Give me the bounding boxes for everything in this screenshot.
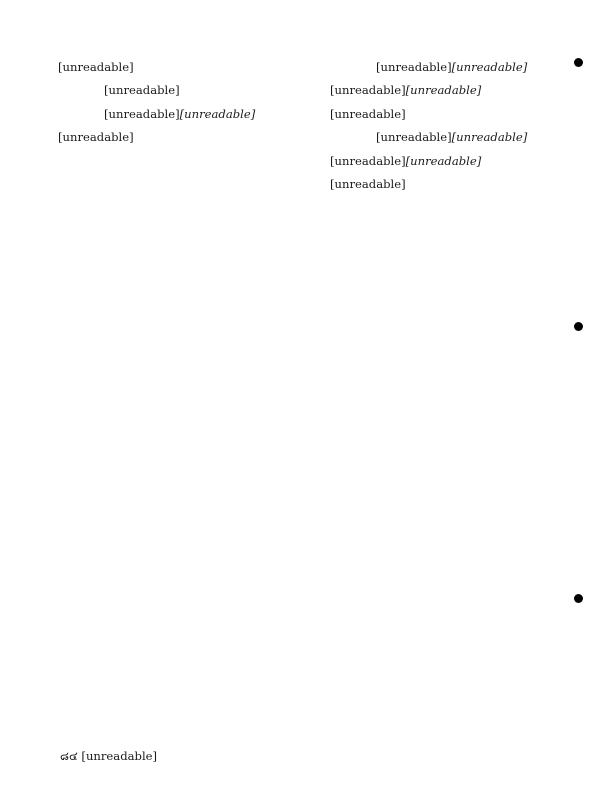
right-paragraph-2-end: [unreadable] [330,177,406,192]
page-number: ๘๔ [60,749,78,763]
left-paragraph-3 [58,103,284,150]
left-text-column [58,56,284,150]
right-paragraph-1-end: [unreadable] [330,106,406,121]
binder-hole-mark-bottom [574,594,583,603]
right-quote-3: [unreadable] [405,153,482,168]
left-paragraph-2: [unreadable] [104,83,180,98]
binder-hole-mark-middle [574,322,583,331]
binder-hole-mark-top [574,58,583,67]
page-footer [60,748,157,766]
journal-title: [unreadable] [81,749,158,763]
right-paragraph-1-start: [unreadable] [376,60,452,74]
right-paragraph-1-mid: [unreadable] [330,83,406,98]
right-paragraph-2-start: [unreadable] [376,130,452,145]
left-paragraph-3-end: [unreadable] [58,130,134,145]
right-paragraph-2 [330,126,556,196]
right-quote-1: [unreadable] [451,60,528,74]
right-quote-2: [unreadable] [405,83,482,98]
left-quoted-article-title: [unreadable] [179,106,256,121]
right-paragraph-1 [330,56,556,126]
right-text-column [330,56,556,196]
right-paragraph-2-mid: [unreadable] [330,153,406,168]
right-article-title-quote: [unreadable] [451,130,528,145]
left-paragraph-3-text: [unreadable] [104,106,180,121]
left-paragraph-1: [unreadable] [58,60,134,74]
